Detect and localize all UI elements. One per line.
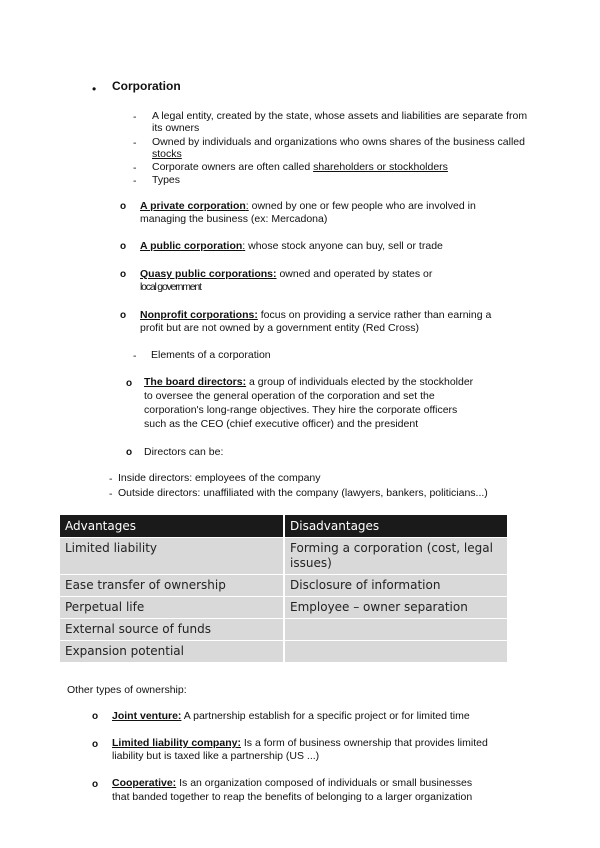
desc: Is a form of business ownership that provides limited	[240, 737, 488, 749]
other-cooperative	[112, 777, 472, 790]
type-nonprofit-line-2: profit but are not owned by a government entity (Red Cross)	[140, 322, 419, 334]
type-private-line-2: managing the business (ex: Mercadona)	[140, 213, 328, 225]
type-quasy	[140, 268, 432, 281]
circle-bullet-icon: o	[126, 378, 133, 389]
circle-bullet-icon: o	[120, 201, 127, 212]
other-cooperative-line-2: that banded together to reap the benefits of belonging to a larger organization	[112, 791, 473, 803]
header-disadvantages: Disadvantages	[284, 515, 507, 538]
sep: :	[242, 240, 246, 252]
desc: owned by one or few people who are involved in	[248, 200, 476, 212]
intro-item-1-line-1: A legal entity, created by the state, whose assets and liabilities are separate from	[152, 110, 528, 122]
circle-bullet-icon: o	[92, 739, 99, 750]
intro-item-3-text: Corporate owners are often called	[152, 161, 314, 173]
term: The board directors:	[144, 376, 247, 388]
elements-label: Elements of a corporation	[151, 349, 271, 361]
circle-bullet-icon: o	[120, 241, 127, 252]
intro-item-2-line-1: Owned by individuals and organizations who owns shares of the business called	[152, 136, 525, 148]
header-advantages: Advantages	[60, 515, 284, 538]
table-cell: Forming a corporation (cost, legal issues)	[284, 538, 507, 575]
dash-marker: -	[109, 488, 113, 500]
dash-marker: -	[133, 137, 137, 149]
intro-item-3	[152, 161, 448, 174]
type-private	[140, 200, 476, 213]
other-types-label: Other types of ownership:	[67, 684, 187, 696]
desc: a group of individuals elected by the stockholder	[246, 376, 474, 388]
desc: A partnership establish for a specific project or for limited time	[181, 710, 470, 722]
type-nonprofit	[140, 309, 491, 322]
table-cell: Limited liability	[60, 538, 284, 575]
table-row	[60, 597, 507, 619]
term: Nonprofit corporations:	[140, 309, 258, 321]
sep: :	[245, 200, 249, 212]
table-cell	[284, 641, 507, 663]
table-cell: Disclosure of information	[284, 575, 507, 597]
table-row	[60, 641, 507, 663]
circle-bullet-icon: o	[120, 310, 127, 321]
desc: whose stock anyone can buy, sell or trade	[245, 240, 443, 252]
desc: focus on providing a service rather than earning a	[257, 309, 492, 321]
type-public	[140, 240, 443, 253]
heading-bullet: •	[92, 82, 97, 96]
board-line-4: such as the CEO (chief executive officer) and the president	[144, 418, 419, 430]
intro-item-4: Types	[152, 174, 181, 186]
board-line-3: corporation's long-range objectives. They hire the corporate officers	[144, 404, 458, 416]
table-header-row	[60, 515, 507, 538]
table-row	[60, 575, 507, 597]
director-type-inside: Inside directors: employees of the company	[118, 472, 321, 484]
shareholders-link[interactable]: shareholders or stockholders	[313, 161, 448, 173]
table-cell: Expansion potential	[60, 641, 284, 663]
table-row	[60, 538, 507, 575]
term: A public corporation	[140, 240, 243, 252]
circle-bullet-icon: o	[120, 269, 127, 280]
dash-marker: -	[133, 175, 137, 187]
dash-marker: -	[133, 350, 137, 362]
term: A private corporation	[140, 200, 246, 212]
circle-bullet-icon: o	[92, 711, 99, 722]
dash-marker: -	[109, 473, 113, 485]
table-cell: Employee – owner separation	[284, 597, 507, 619]
table-cell: Ease transfer of ownership	[60, 575, 284, 597]
table-cell: External source of funds	[60, 619, 284, 641]
term: Limited liability company:	[112, 737, 241, 749]
term: Quasy public corporations:	[140, 268, 277, 280]
board-line-1	[144, 376, 473, 389]
table-row	[60, 619, 507, 641]
term: Cooperative:	[112, 777, 177, 789]
advantages-table	[60, 515, 507, 662]
other-joint-venture	[112, 710, 470, 723]
board-line-2: to oversee the general operation of the corporation and set the	[144, 390, 435, 402]
dash-marker: -	[133, 162, 137, 174]
desc: owned and operated by states or	[276, 268, 433, 280]
section-heading: Corporation	[112, 79, 181, 93]
other-llc	[112, 737, 488, 750]
table-cell: Perpetual life	[60, 597, 284, 619]
circle-bullet-icon: o	[126, 447, 133, 458]
stocks-link[interactable]: stocks	[152, 148, 182, 160]
other-llc-line-2: liability but is taxed like a partnership (US ...)	[112, 750, 320, 762]
type-quasy-line-2: local government	[140, 281, 201, 293]
intro-item-1-line-2: its owners	[152, 122, 200, 134]
desc: Is an organization composed of individuals or small businesses	[176, 777, 473, 789]
director-type-outside: Outside directors: unaffiliated with the company (lawyers, bankers, politicians...)	[118, 487, 488, 499]
directors-label: Directors can be:	[144, 446, 224, 458]
dash-marker: -	[133, 111, 137, 123]
circle-bullet-icon: o	[92, 779, 99, 790]
term: Joint venture:	[112, 710, 182, 722]
table-cell	[284, 619, 507, 641]
